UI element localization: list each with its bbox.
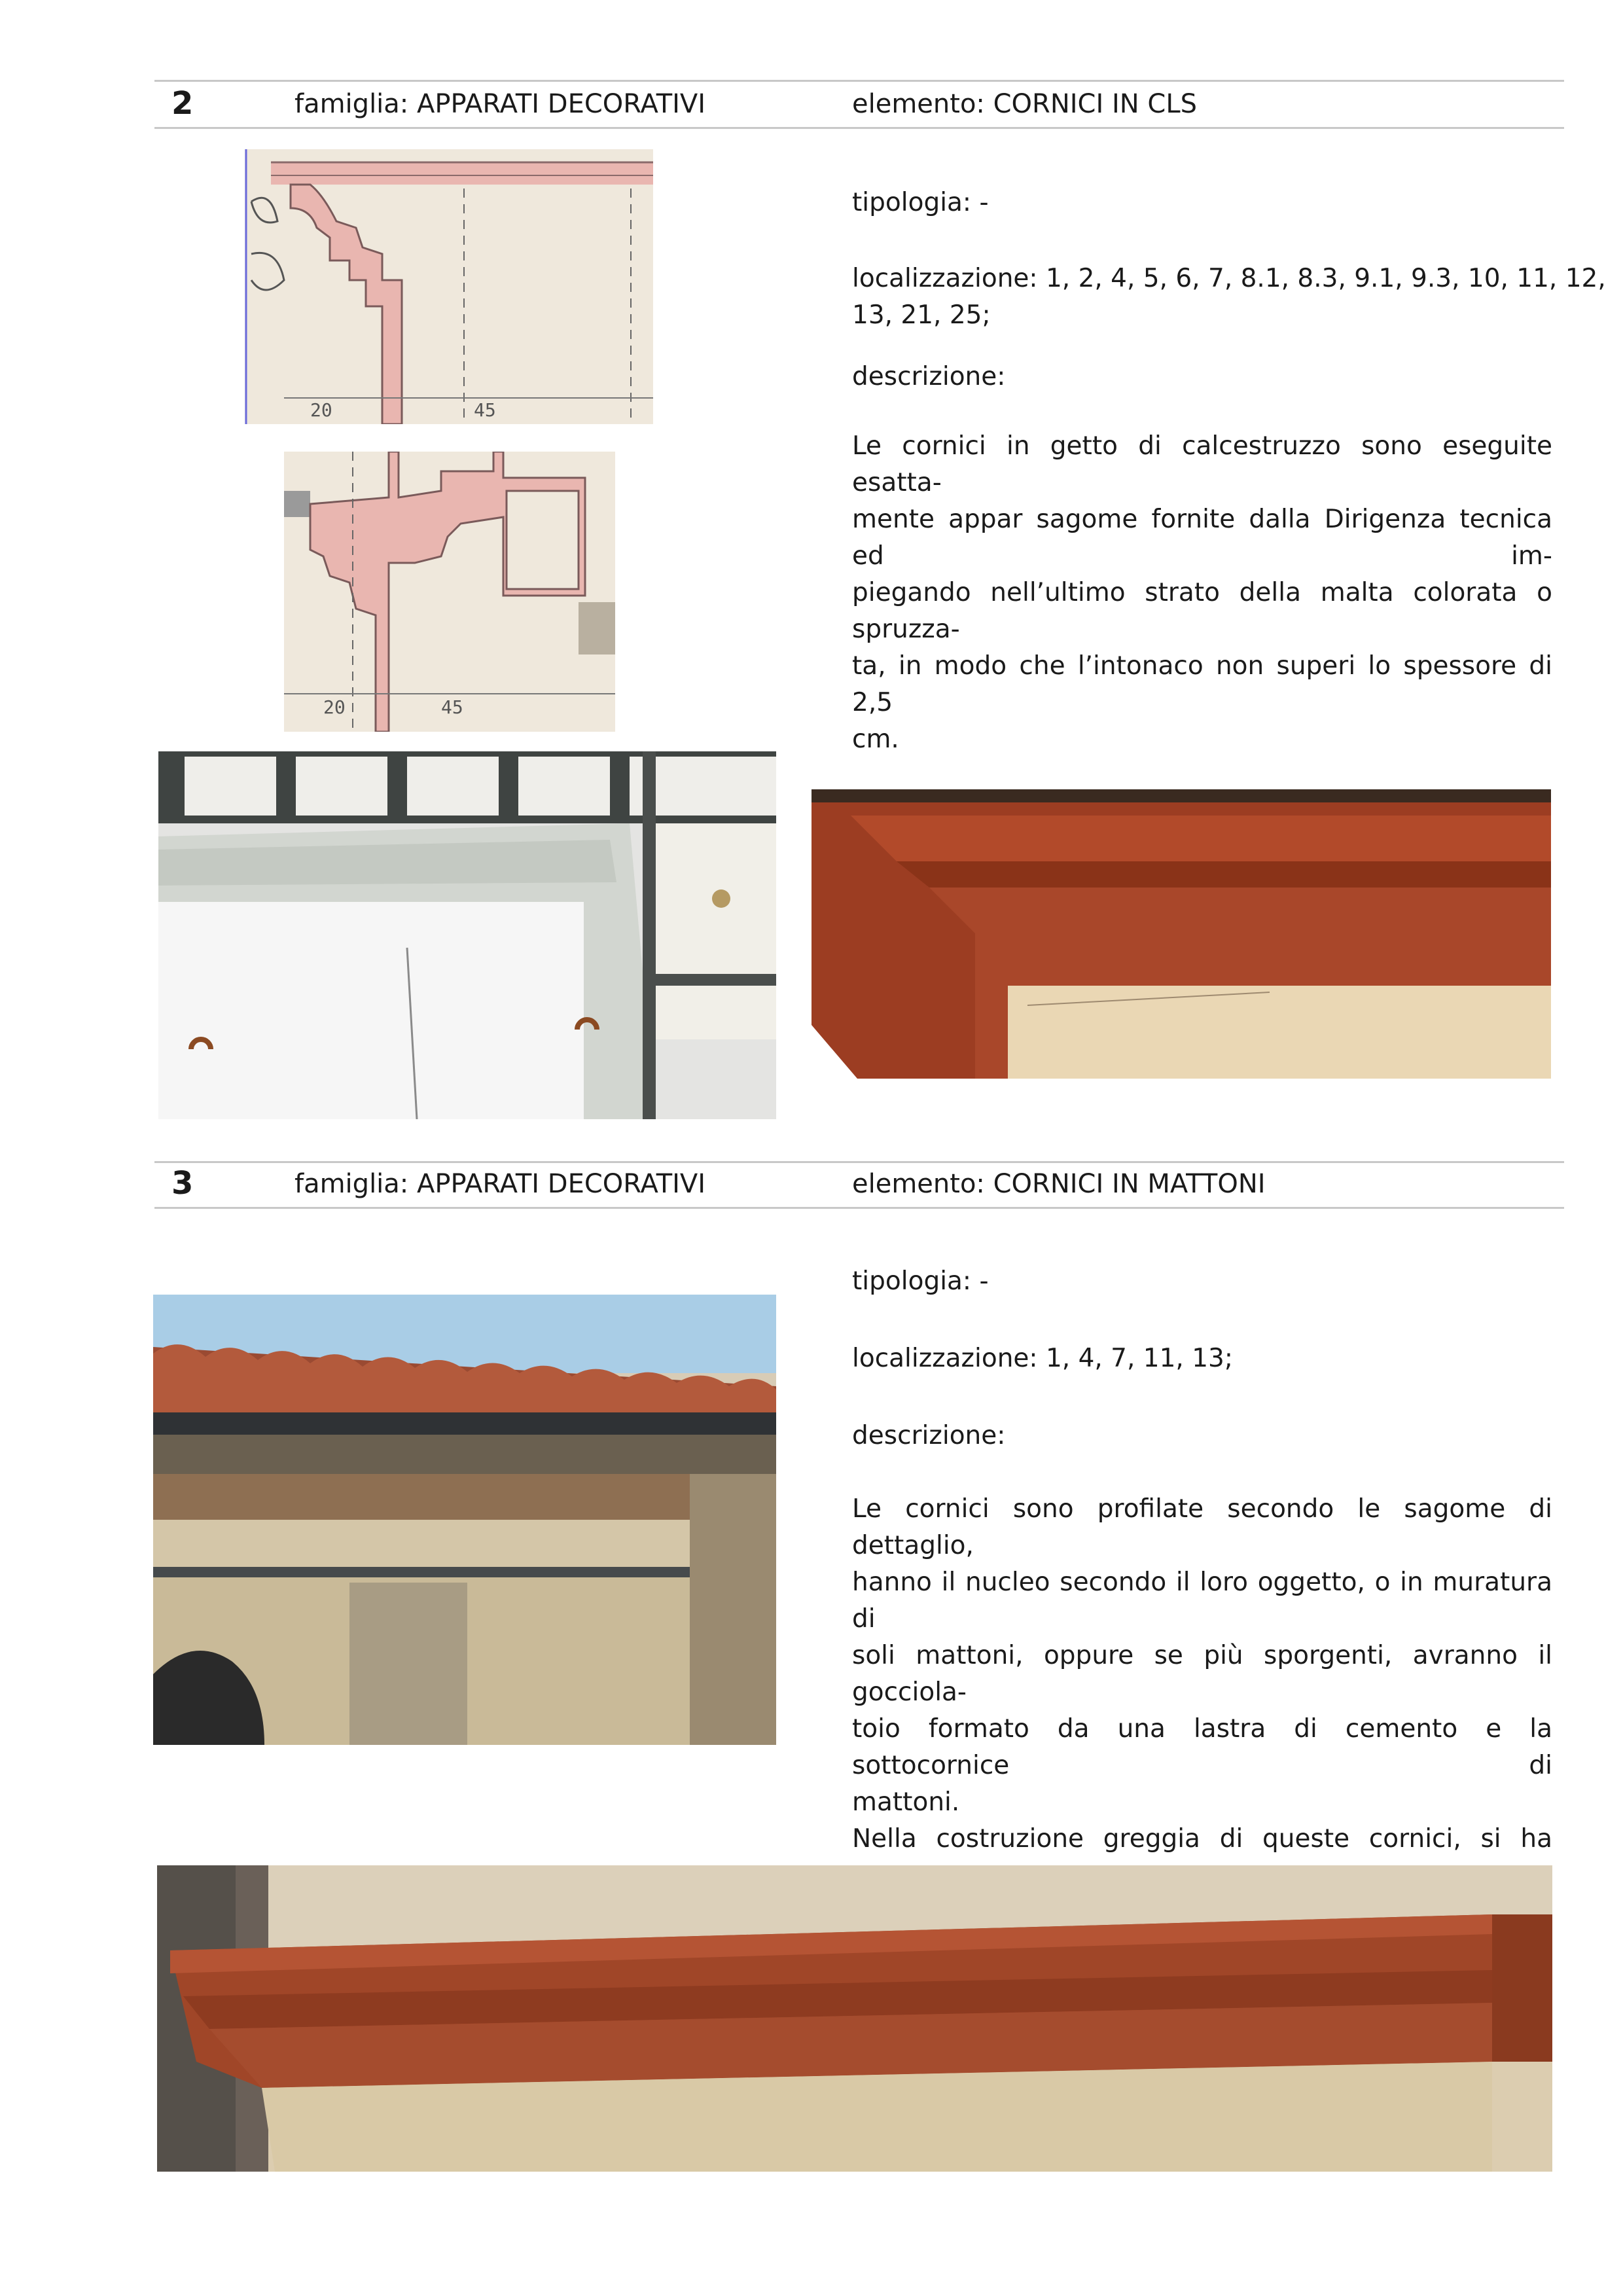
section-3-descrizione-line: mattoni. xyxy=(852,1787,960,1817)
section-2-descrizione-line: Le cornici in getto di calcestruzzo sono eseguite esatta- xyxy=(852,431,1552,497)
section-3-famiglia: famiglia: APPARATI DECORATIVI xyxy=(294,1169,706,1199)
section-3-elemento: elemento: CORNICI IN MATTONI xyxy=(852,1169,1266,1199)
photo-white-cls-cornice xyxy=(158,751,776,1119)
section-3-number: 3 xyxy=(171,1165,194,1202)
section-3-descrizione-line: hanno il nucleo secondo il loro oggetto, o in muratura di xyxy=(852,1568,1552,1634)
section-3-descrizione-line: soli mattoni, oppure se più sporgenti, avranno il gocciola- xyxy=(852,1641,1552,1707)
section-2-localizzazione-line-2: 13, 21, 25; xyxy=(852,300,991,330)
section-2-number: 2 xyxy=(171,85,194,122)
section-3-descrizione-line: Nella costruzione greggia di queste cornici, si ha xyxy=(852,1824,1552,1854)
section-2-tipologia: tipologia: - xyxy=(852,188,989,217)
section-2-famiglia: famiglia: APPARATI DECORATIVI xyxy=(294,89,706,119)
section-3-descrizione-line: toio formato da una lastra di cemento e la sottocornice di xyxy=(852,1714,1552,1780)
drawing-2-dimension-20: 20 xyxy=(323,696,346,718)
photo-red-cls-cornice xyxy=(812,789,1551,1079)
photo-roof-brick-cornice xyxy=(153,1295,776,1745)
section-2-localizzazione-line-1: localizzazione: 1, 2, 4, 5, 6, 7, 8.1, 8.3, 9.1, 9.3, 10, 11, 12, xyxy=(852,264,1606,293)
section-2-descrizione-label: descrizione: xyxy=(852,362,1006,391)
section-3-descrizione-label: descrizione: xyxy=(852,1421,1006,1450)
section-2-descrizione-line: ta, in modo che l’intonaco non superi lo spessore di 2,5 xyxy=(852,651,1552,717)
drawing-1-dimension-20: 20 xyxy=(310,399,332,421)
section-3-top-rule xyxy=(154,1161,1564,1163)
section-3-bottom-rule xyxy=(154,1207,1564,1209)
section-2-descrizione-line: mente appar sagome fornite dalla Dirigenza tecnica ed im- xyxy=(852,505,1552,571)
section-2-descrizione-line: piegando nell’ultimo strato della malta colorata o spruzza- xyxy=(852,578,1552,644)
photo-long-brick-cornice xyxy=(157,1865,1552,2172)
drawing-1-dimension-45: 45 xyxy=(474,399,496,421)
section-3-localizzazione: localizzazione: 1, 4, 7, 11, 13; xyxy=(852,1344,1233,1373)
cornice-drawing-1 xyxy=(245,149,653,424)
section-2-bottom-rule xyxy=(154,127,1564,129)
cornice-drawing-2 xyxy=(284,452,615,732)
section-2-descrizione xyxy=(852,428,1552,758)
section-3-descrizione-line: Le cornici sono profilate secondo le sagome di dettaglio, xyxy=(852,1494,1552,1560)
drawing-2-dimension-45: 45 xyxy=(441,696,463,718)
section-2-descrizione-line: cm. xyxy=(852,725,899,754)
section-2-elemento: elemento: CORNICI IN CLS xyxy=(852,89,1198,119)
section-2-top-rule xyxy=(154,80,1564,82)
section-3-tipologia: tipologia: - xyxy=(852,1266,989,1296)
